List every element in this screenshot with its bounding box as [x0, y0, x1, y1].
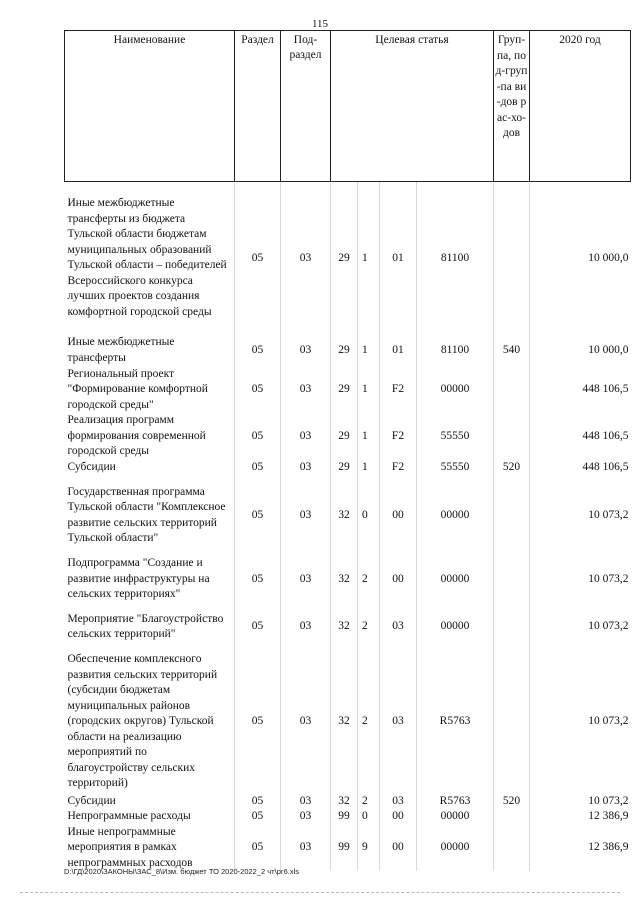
row-direction-code: 55550 [417, 460, 494, 476]
row-subprogram-code: 0 [358, 809, 380, 825]
row-program-code: 99 [331, 825, 358, 872]
row-event-code: F2 [380, 367, 417, 414]
row-amount: 10 000,0 [530, 335, 631, 367]
row-subprogram-code: 1 [358, 182, 380, 335]
row-expense-group [494, 651, 530, 794]
page-edge-line [20, 892, 620, 893]
table-row [65, 794, 631, 810]
table-row [65, 604, 631, 651]
row-name: Иные межбюджетные трансферты из бюджета Тульской области бюджетам муниципальных образований Тульской области – победителей Всероссийского конкурса лучших проектов создания комфортной городской среды [67, 197, 227, 318]
row-expense-group [494, 809, 530, 825]
row-direction-code: 81100 [417, 335, 494, 367]
table-row [65, 460, 631, 476]
page-number: 115 [311, 18, 329, 30]
row-subprogram-code: 2 [358, 556, 380, 604]
row-event-code: 03 [380, 604, 417, 651]
row-amount: 448 106,5 [530, 460, 631, 476]
row-direction-code: 00000 [417, 825, 494, 872]
row-event-code: 00 [380, 809, 417, 825]
row-direction-code: 00000 [417, 809, 494, 825]
row-direction-code: 55550 [417, 413, 494, 460]
table-row [65, 476, 631, 556]
table-row [65, 651, 631, 794]
row-subsection: 03 [281, 651, 331, 794]
row-subprogram-code: 1 [358, 460, 380, 476]
row-subprogram-code: 2 [358, 794, 380, 810]
row-section: 05 [235, 809, 281, 825]
row-direction-code: 00000 [417, 556, 494, 604]
row-program-code: 29 [331, 460, 358, 476]
row-name: Мероприятие "Благоустройство сельских территорий" [67, 612, 224, 640]
row-expense-group: 520 [494, 794, 530, 810]
col-header-year: 2020 год [530, 31, 631, 182]
row-subsection: 03 [281, 809, 331, 825]
col-header-name: Наименование [65, 31, 235, 182]
col-header-expense-group: Груп-па, под-груп-па ви-дов рас-хо-дов [494, 31, 530, 182]
row-amount: 10 000,0 [530, 182, 631, 335]
table-row [65, 335, 631, 367]
row-amount: 10 073,2 [530, 604, 631, 651]
row-amount: 12 386,9 [530, 809, 631, 825]
col-header-subsection: Под-раздел [281, 31, 331, 182]
row-direction-code: 00000 [417, 604, 494, 651]
row-section: 05 [235, 651, 281, 794]
row-direction-code: 00000 [417, 367, 494, 414]
row-event-code: 00 [380, 476, 417, 556]
row-program-code: 29 [331, 335, 358, 367]
row-section: 05 [235, 182, 281, 335]
row-event-code: 01 [380, 335, 417, 367]
row-subsection: 03 [281, 413, 331, 460]
row-amount: 448 106,5 [530, 367, 631, 414]
row-program-code: 32 [331, 556, 358, 604]
row-event-code: F2 [380, 460, 417, 476]
row-program-code: 32 [331, 604, 358, 651]
table-row [65, 556, 631, 604]
row-program-code: 29 [331, 367, 358, 414]
row-expense-group [494, 476, 530, 556]
row-expense-group [494, 413, 530, 460]
row-amount: 10 073,2 [530, 556, 631, 604]
row-program-code: 29 [331, 182, 358, 335]
table-row [65, 809, 631, 825]
row-subprogram-code: 2 [358, 604, 380, 651]
budget-table [64, 30, 631, 871]
row-name: Государственная программа Тульской области "Комплексное развитие сельских территорий Тульской области" [67, 485, 226, 544]
row-event-code: 01 [380, 182, 417, 335]
row-section: 05 [235, 460, 281, 476]
row-direction-code: 00000 [417, 476, 494, 556]
row-expense-group [494, 182, 530, 335]
row-name: Иные непрограммные мероприятия в рамках непрограммных расходов [67, 825, 193, 869]
col-header-target-item: Целевая статья [331, 31, 494, 182]
row-section: 05 [235, 825, 281, 872]
row-subsection: 03 [281, 794, 331, 810]
row-amount: 10 073,2 [530, 794, 631, 810]
row-name: Непрограммные расходы [67, 810, 191, 822]
row-event-code: 03 [380, 651, 417, 794]
row-section: 05 [235, 794, 281, 810]
row-program-code: 32 [331, 651, 358, 794]
row-subprogram-code: 9 [358, 825, 380, 872]
row-amount: 12 386,9 [530, 825, 631, 872]
file-path-footer: D:\ГД\2020\ЗАКОНЫ\ЗАС_8\Изм. бюджет ТО 2020-2022_2 чт\рг6.xls [64, 867, 300, 876]
row-name: Иные межбюджетные трансферты [67, 336, 175, 364]
row-subsection: 03 [281, 604, 331, 651]
table-header [65, 31, 631, 182]
row-name: Субсидии [67, 794, 116, 807]
row-program-code: 99 [331, 809, 358, 825]
row-name: Реализация программ формирования современной городской среды [67, 414, 206, 458]
row-expense-group [494, 367, 530, 414]
row-subprogram-code: 1 [358, 413, 380, 460]
row-name: Субсидии [67, 461, 116, 473]
row-section: 05 [235, 413, 281, 460]
row-subsection: 03 [281, 182, 331, 335]
row-direction-code: R5763 [417, 651, 494, 794]
row-section: 05 [235, 476, 281, 556]
row-subsection: 03 [281, 335, 331, 367]
table-row [65, 413, 631, 460]
table-row [65, 367, 631, 414]
row-name: Обеспечение комплексного развития сельских территорий (субсидии бюджетам муниципальных районов (городских округов) Тульской области на реализацию мероприятий по благоустройству сельских территорий) [67, 653, 218, 790]
row-section: 05 [235, 367, 281, 414]
row-subprogram-code: 2 [358, 651, 380, 794]
row-subprogram-code: 1 [358, 367, 380, 414]
row-expense-group [494, 556, 530, 604]
table-body [65, 182, 631, 872]
table-row [65, 182, 631, 335]
row-amount: 10 073,2 [530, 476, 631, 556]
row-program-code: 29 [331, 413, 358, 460]
row-direction-code: 81100 [417, 182, 494, 335]
row-expense-group [494, 604, 530, 651]
row-event-code: 00 [380, 825, 417, 872]
row-expense-group: 520 [494, 460, 530, 476]
row-subsection: 03 [281, 460, 331, 476]
row-section: 05 [235, 335, 281, 367]
row-event-code: F2 [380, 413, 417, 460]
row-name: Региональный проект "Формирование комфортной городской среды" [67, 367, 208, 411]
row-subprogram-code: 1 [358, 335, 380, 367]
row-name: Подпрограмма "Создание и развитие инфраструктуры на сельских территориях" [67, 557, 210, 601]
row-expense-group: 540 [494, 335, 530, 367]
row-subprogram-code: 0 [358, 476, 380, 556]
row-amount: 10 073,2 [530, 651, 631, 794]
row-subsection: 03 [281, 476, 331, 556]
row-subsection: 03 [281, 367, 331, 414]
col-header-section: Раздел [235, 31, 281, 182]
row-amount: 448 106,5 [530, 413, 631, 460]
row-expense-group [494, 825, 530, 872]
row-event-code: 03 [380, 794, 417, 810]
row-section: 05 [235, 604, 281, 651]
row-program-code: 32 [331, 476, 358, 556]
row-event-code: 00 [380, 556, 417, 604]
row-direction-code: R5763 [417, 794, 494, 810]
row-subsection: 03 [281, 556, 331, 604]
row-program-code: 32 [331, 794, 358, 810]
row-section: 05 [235, 556, 281, 604]
row-subsection: 03 [281, 825, 331, 872]
